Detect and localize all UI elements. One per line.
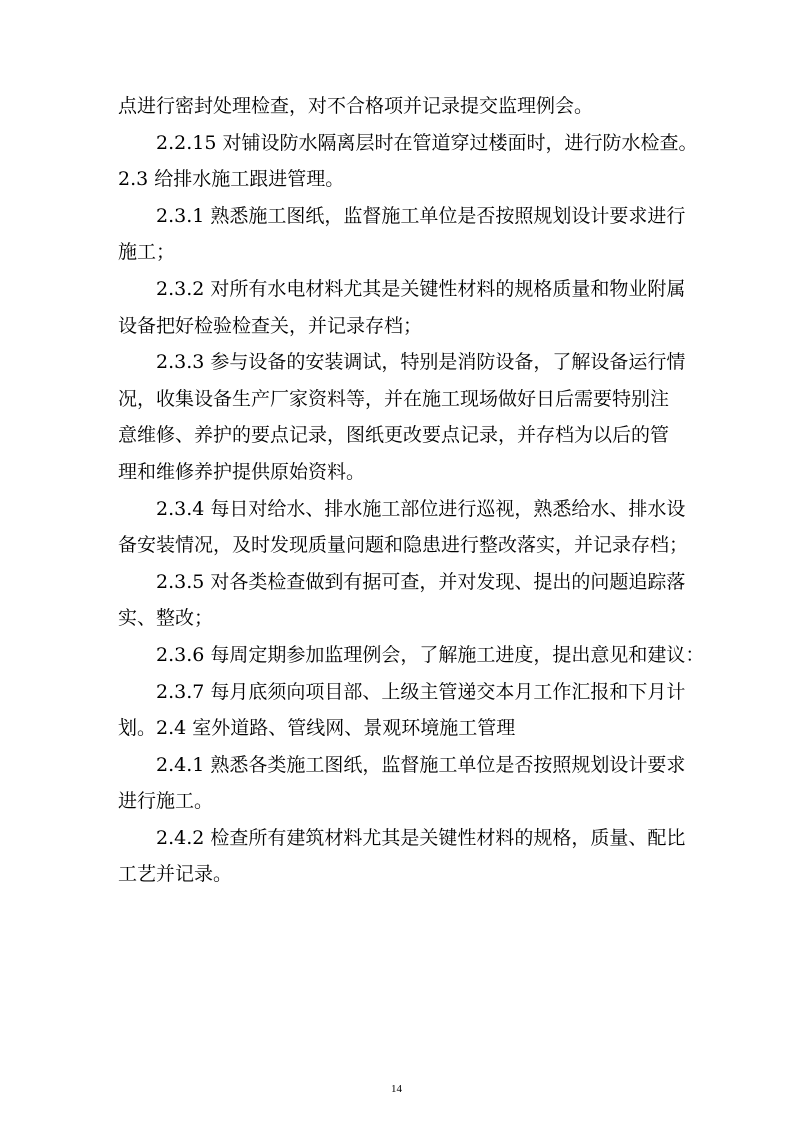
- text-line: 施工；: [118, 241, 176, 264]
- text-line: 实、整改；: [118, 607, 214, 630]
- page-number: 14: [391, 1083, 402, 1095]
- text-line: 工艺并记录。: [118, 863, 233, 886]
- text-line: 2.3.6 每周定期参加监理例会，了解施工进度，提出意见和建议：: [156, 643, 705, 666]
- text-line: 意维修、养护的要点记录，图纸更改要点记录，并存档为以后的管: [118, 424, 670, 447]
- text-line: 2.3.5 对各类检查做到有据可查，并对发现、提出的问题追踪落: [156, 570, 686, 593]
- text-line: 设备把好检验检查关，并记录存档；: [118, 314, 423, 337]
- text-line: 2.3.7 每月底须向项目部、上级主管递交本月工作汇报和下月计: [156, 680, 686, 703]
- text-line: 点进行密封处理检查，对不合格项并记录提交监理例会。: [118, 95, 594, 117]
- text-line: 2.4.2 检查所有建筑材料尤其是关键性材料的规格，质量、配比: [156, 826, 686, 849]
- text-line: 2.4.1 熟悉各类施工图纸，监督施工单位是否按照规划设计要求: [156, 753, 686, 776]
- text-line: 2.3.1 熟悉施工图纸，监督施工单位是否按照规划设计要求进行: [156, 204, 686, 227]
- text-line: 2.3.2 对所有水电材料尤其是关键性材料的规格质量和物业附属: [156, 277, 686, 300]
- text-line: 理和维修养护提供原始资料。: [118, 460, 366, 483]
- document-body: [118, 88, 705, 893]
- text-line: 2.3.4 每日对给水、排水施工部位进行巡视，熟悉给水、排水设: [156, 497, 686, 520]
- text-line: 进行施工。: [118, 790, 214, 813]
- text-line: 2.3 给排水施工跟进管理。: [118, 168, 345, 191]
- text-line: 备安装情况，及时发现质量问题和隐患进行整改落实，并记录存档；: [118, 534, 689, 557]
- text-line: 划。2.4 室外道路、管线网、景观环境施工管理: [118, 717, 516, 740]
- text-line: 2.3.3 参与设备的安装调试，特别是消防设备，了解设备运行情: [156, 351, 686, 374]
- text-line: 2.2.15 对铺设防水隔离层时在管道穿过楼面时，进行防水检查。: [156, 131, 698, 154]
- text-line: 况，收集设备生产厂家资料等，并在施工现场做好日后需要特别注: [118, 387, 670, 410]
